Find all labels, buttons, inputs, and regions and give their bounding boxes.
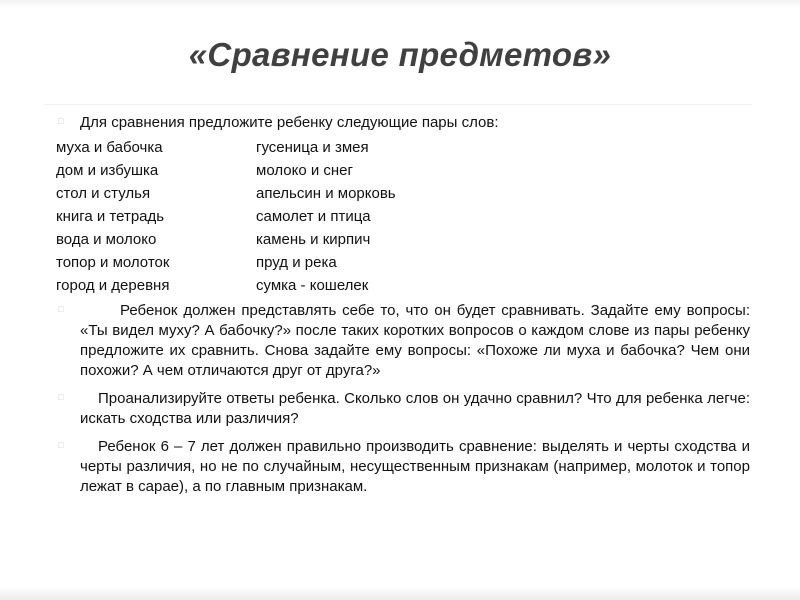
pair-right: самолет и птица [256,207,371,225]
paragraph-item [56,301,750,381]
word-pair-row [56,228,750,251]
pair-right: молоко и снег [256,161,353,179]
word-pair-row [56,274,750,297]
slide-body [56,113,750,497]
pair-left: муха и бабочка [56,138,163,156]
square-bullet-icon: □ [58,392,64,402]
slide-title: «Сравнение предметов» [188,36,612,73]
paragraph-item [56,389,750,429]
word-pair-row [56,136,750,159]
paragraph-text: Ребенок должен представлять себе то, что он будет сравнивать. Задайте ему вопросы: «Ты видел муху? А бабочку?» после таких коротких вопросов о каждом слове из пары ребенку предложите их сравнить. Снова задайте ему вопросы: «Похоже ли муха и бабочка? Чем они похожи? А чем отличаются друг от друга?» [80,302,750,379]
intro-text: Для сравнения предложите ребенку следующие пары слов: [80,114,499,131]
pair-right: камень и кирпич [256,230,371,248]
pair-right: гусеница и змея [256,138,369,156]
pair-right: апельсин и морковь [256,184,396,202]
pair-right: сумка - кошелек [256,276,369,294]
pair-left: город и деревня [56,276,170,294]
square-bullet-icon: □ [58,440,64,450]
pair-left: стол и стулья [56,184,151,202]
square-bullet-icon: □ [58,116,64,126]
paragraph-item [56,437,750,497]
pair-left: книга и тетрадь [56,207,165,225]
word-pair-row [56,159,750,182]
word-pair-row [56,205,750,228]
square-bullet-icon: □ [58,304,64,314]
pair-left: топор и молоток [56,253,170,271]
pair-right: пруд и река [256,253,337,271]
pair-left: вода и молоко [56,230,157,248]
top-band [0,0,800,8]
intro-item [56,113,750,133]
paragraph-text: Ребенок 6 – 7 лет должен правильно производить сравнение: выделять и черты сходства и черты различия, но не по случайным, несущественным признакам (например, молоток и топор лежат в сарае), а по главным признакам. [80,438,750,495]
pair-left: дом и избушка [56,161,159,179]
bottom-band [0,586,800,600]
word-pair-row [56,251,750,274]
title-divider [44,104,752,105]
word-pairs-list [56,136,750,297]
word-pair-row [56,182,750,205]
paragraph-text: Проанализируйте ответы ребенка. Сколько слов он удачно сравнил? Что для ребенка легче: искать сходства или различия? [80,390,750,427]
